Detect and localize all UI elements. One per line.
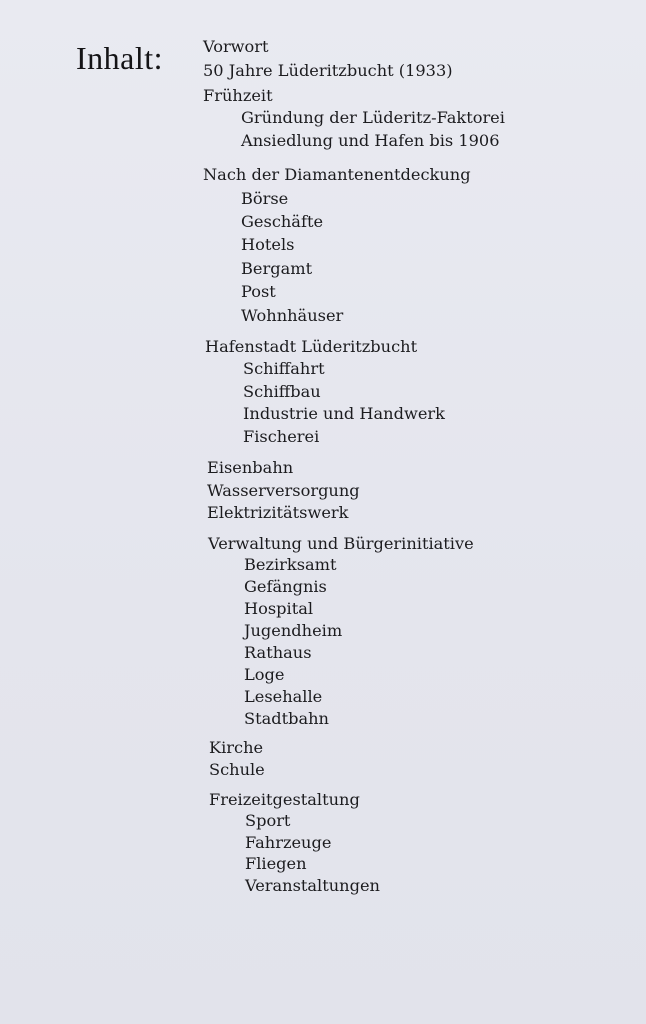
toc-entry: Wasserversorgung <box>207 481 360 500</box>
toc-subentry: Post <box>241 282 276 301</box>
toc-subentry: Bergamt <box>241 259 313 278</box>
toc-subentry: Schiffbau <box>243 382 321 401</box>
contents-heading: Inhalt: <box>76 40 164 76</box>
toc-entry: Verwaltung und Bürgerinitiative <box>208 534 474 553</box>
toc-subentry: Geschäfte <box>241 212 324 231</box>
toc-entry: Freizeitgestaltung <box>209 790 360 809</box>
toc-subentry: Fliegen <box>245 854 307 873</box>
toc-subentry: Hotels <box>241 235 295 254</box>
toc-subentry: Hospital <box>244 599 314 618</box>
toc-entry: Nach der Diamantenentdeckung <box>203 165 471 184</box>
toc-entry: Vorwort <box>203 37 269 56</box>
toc-entry: Eisenbahn <box>207 458 294 477</box>
toc-entry: Frühzeit <box>203 86 273 105</box>
toc-entry: Elektrizitätswerk <box>207 503 349 522</box>
toc-subentry: Rathaus <box>244 643 312 662</box>
toc-subentry: Wohnhäuser <box>241 306 344 325</box>
toc-subentry: Veranstaltungen <box>245 876 380 895</box>
toc-subentry: Fischerei <box>243 427 320 446</box>
toc-entry: Hafenstadt Lüderitzbucht <box>205 337 418 356</box>
toc-entry: Schule <box>209 760 265 779</box>
toc-entry: Kirche <box>209 738 264 757</box>
toc-subentry: Bezirksamt <box>244 555 337 574</box>
toc-subentry: Gründung der Lüderitz-Faktorei <box>241 108 505 127</box>
toc-subentry: Schiffahrt <box>243 359 325 378</box>
toc-subentry: Lesehalle <box>244 687 323 706</box>
toc-subentry: Ansiedlung und Hafen bis 1906 <box>241 131 500 150</box>
toc-subentry: Industrie und Handwerk <box>243 404 445 423</box>
toc-subentry: Fahrzeuge <box>245 833 332 852</box>
toc-subentry: Börse <box>241 189 289 208</box>
toc-subentry: Gefängnis <box>244 577 327 596</box>
toc-subentry: Jugendheim <box>244 621 343 640</box>
toc-subentry: Loge <box>244 665 285 684</box>
toc-entry: 50 Jahre Lüderitzbucht (1933) <box>203 61 453 80</box>
toc-subentry: Sport <box>245 811 291 830</box>
toc-subentry: Stadtbahn <box>244 709 329 728</box>
